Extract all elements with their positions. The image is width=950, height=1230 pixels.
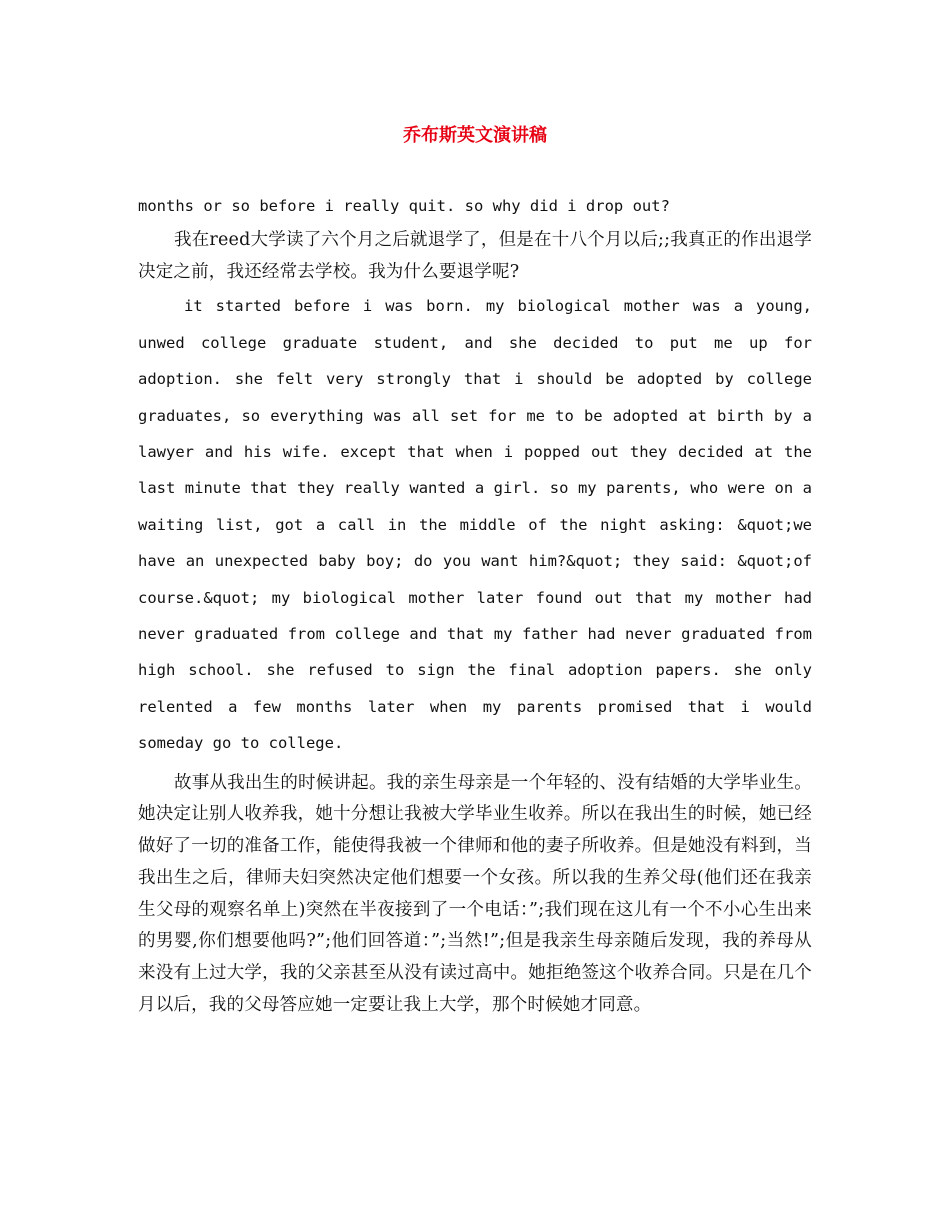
paragraph-chinese-birth-story: 故事从我出生的时候讲起。我的亲生母亲是一个年轻的、没有结婚的大学毕业生。她决定让别人收养我，她十分想让我被大学毕业生收养。所以在我出生的时候，她已经做好了一切的准备工作，能使得我被一个律师和他的妻子所收养。但是她没有料到，当我出生之后，律师夫妇突然决定他们想要一个女孩。所以我的生养父母(他们还在我亲生父母的观察名单上)突然在半夜接到了一个电话：”;我们现在这儿有一个不小心生出来的男婴,你们想要他吗?”;他们回答道：”;当然!”;但是我亲生母亲随后发现，我的养母从来没有上过大学，我的父亲甚至从没有读过高中。她拒绝签这个收养合同。只是在几个月以后，我的父母答应她一定要让我上大学，那个时候她才同意。 bbox=[138, 772, 812, 1015]
paragraph-english-continuation: months or so before i really quit. so why did i drop out? bbox=[138, 197, 670, 215]
paragraph-english-birth-story: it started before i was born. my biological mother was a young, unwed college graduate student, and she decided to put me up for adoption. she felt very strongly that i should be adopted by college graduates, so everything was all set for me to be adopted at birth by a lawyer and his wife. except that when i popped out they decided at the last minute that they really wanted a girl. so my parents, who were on a waiting list, got a call in the middle of the night asking: &quot;we have an unexpected baby boy; do you want him?&quot; they said: &quot;of course.&quot; my biological mother later found out that my mother had never graduated from college and that my father had never graduated from high school. she refused to sign the final adoption papers. she only relented a few months later when my parents promised that i would someday go to college. bbox=[138, 297, 812, 753]
document-title: 乔布斯英文演讲稿 bbox=[403, 125, 547, 146]
paragraph-chinese-dropout: 我在reed大学读了六个月之后就退学了，但是在十八个月以后;;我真正的作出退学决定之前，我还经常去学校。我为什么要退学呢? bbox=[138, 230, 812, 282]
document-body bbox=[138, 191, 812, 1021]
